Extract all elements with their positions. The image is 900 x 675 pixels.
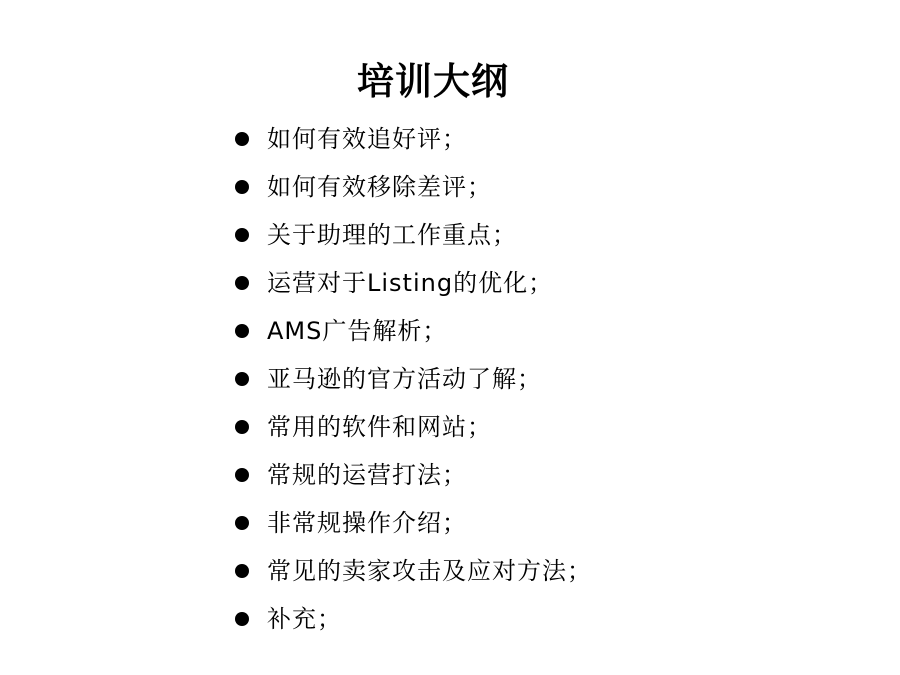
bullet-icon	[235, 612, 249, 626]
list-item-text: 关于助理的工作重点；	[267, 221, 517, 249]
list-item-text: 常用的软件和网站；	[267, 413, 492, 441]
bullet-icon	[235, 564, 249, 578]
list-item-text: 常见的卖家攻击及应对方法；	[267, 557, 592, 585]
list-item-text: 运营对于Listing的优化；	[267, 269, 554, 297]
bullet-icon	[235, 372, 249, 386]
list-item	[230, 307, 592, 355]
bullet-icon	[235, 420, 249, 434]
list-item-text: 如何有效追好评；	[267, 125, 467, 153]
list-item-text: 补充；	[267, 605, 342, 633]
list-item	[230, 211, 592, 259]
bullet-icon	[235, 468, 249, 482]
bullet-icon	[235, 180, 249, 194]
list-item	[230, 547, 592, 595]
list-item-text: 常规的运营打法；	[267, 461, 467, 489]
list-item-text: 亚马逊的官方活动了解；	[267, 365, 542, 393]
bullet-icon	[235, 132, 249, 146]
bullet-icon	[235, 276, 249, 290]
list-item	[230, 595, 592, 643]
bullet-icon	[235, 324, 249, 338]
list-item	[230, 499, 592, 547]
list-item-text: AMS广告解析；	[267, 317, 448, 345]
bullet-icon	[235, 228, 249, 242]
list-item	[230, 451, 592, 499]
list-item	[230, 355, 592, 403]
list-item	[230, 115, 592, 163]
list-item	[230, 403, 592, 451]
list-item	[230, 259, 592, 307]
list-item	[230, 163, 592, 211]
list-item-text: 非常规操作介绍；	[267, 509, 467, 537]
list-item-text: 如何有效移除差评；	[267, 173, 492, 201]
outline-list	[230, 115, 592, 643]
slide-title: 培训大纲	[357, 60, 509, 103]
bullet-icon	[235, 516, 249, 530]
